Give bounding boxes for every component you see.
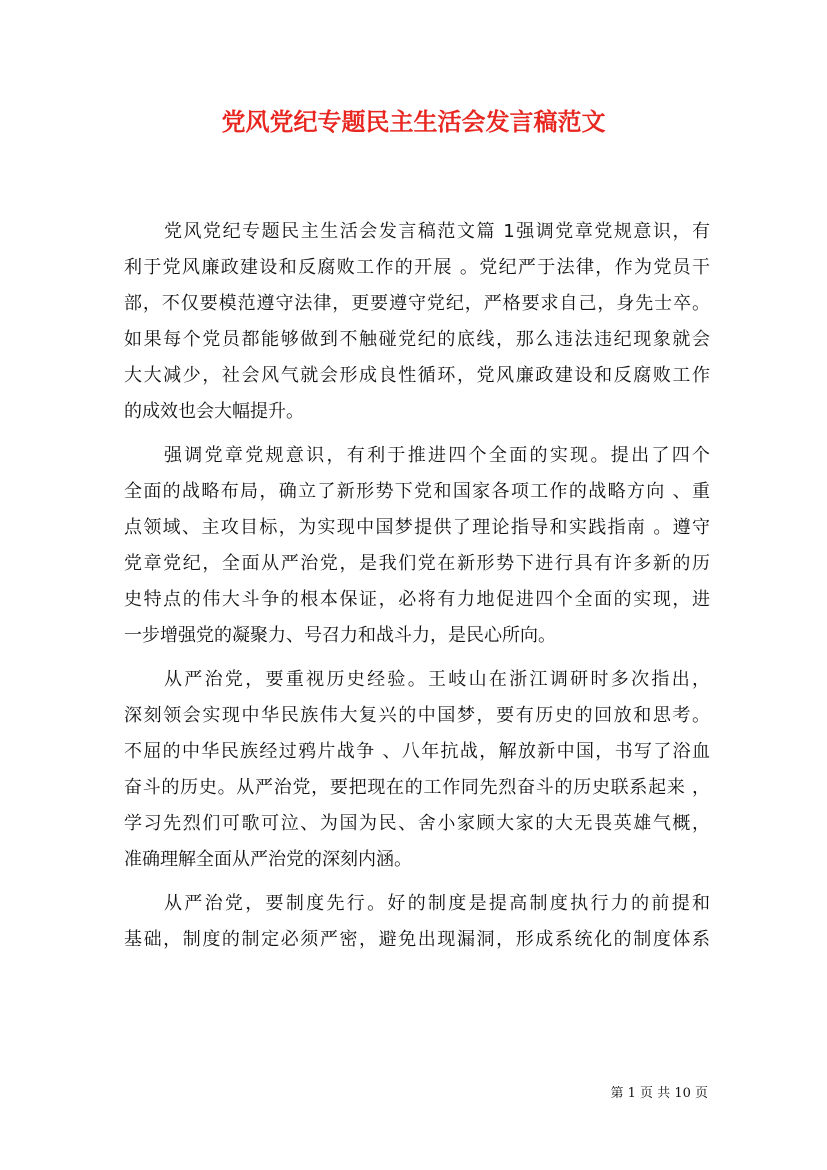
text-line: 史特点的伟大斗争的根本保证，必将有力地促进四个全面的实现，进: [124, 589, 710, 610]
text-line: 部，不仅要模范遵守法律，更要遵守党纪，严格要求自己，身先士卒。: [124, 293, 710, 314]
text-line: 奋斗的历史。从严治党，要把现在的工作同先烈奋斗的历史联系起来 ，: [124, 777, 710, 798]
paragraph: [124, 886, 710, 958]
text-line: 党风党纪专题民主生活会发言稿范文篇 1强调党章党规意识，有: [164, 221, 710, 242]
text-line: 准确理解全面从严治党的深刻内涵。: [124, 849, 412, 870]
paragraph: [124, 662, 710, 878]
text-line: 利于党风廉政建设和反腐败工作的开展 。党纪严于法律，作为党员干: [124, 257, 710, 278]
text-line: 从严治党，要重视历史经验。王岐山在浙江调研时多次指出，: [164, 669, 710, 690]
text-line: 学习先烈们可歌可泣、为国为民、舍小家顾大家的大无畏英雄气概，: [124, 813, 710, 834]
text-line: 大大减少，社会风气就会形成良性循环，党风廉政建设和反腐败工作: [124, 365, 710, 386]
page-number-footer: 第 1 页 共 10 页: [610, 1086, 708, 1101]
text-line: 的成效也会大幅提升。: [124, 401, 304, 422]
text-line: 不屈的中华民族经过鸦片战争 、八年抗战，解放新中国，书写了浴血: [124, 741, 710, 762]
document-title: 党风党纪专题民主生活会发言稿范文: [221, 107, 606, 136]
text-line: 全面的战略布局，确立了新形势下党和国家各项工作的战略方向 、重: [124, 481, 710, 502]
document-body: [124, 214, 710, 966]
text-line: 如果每个党员都能够做到不触碰党纪的底线，那么违法违纪现象就会: [124, 329, 710, 350]
text-line: 党章党纪，全面从严治党，是我们党在新形势下进行具有许多新的历: [124, 553, 710, 574]
text-line: 从严治党，要制度先行。好的制度是提高制度执行力的前提和: [164, 893, 710, 914]
text-line: 点领域、主攻目标，为实现中国梦提供了理论指导和实践指南 。遵守: [124, 517, 710, 538]
text-line: 强调党章党规意识，有利于推进四个全面的实现。提出了四个: [164, 445, 710, 466]
text-line: 深刻领会实现中华民族伟大复兴的中国梦，要有历史的回放和思考。: [124, 705, 710, 726]
paragraph: [124, 438, 710, 654]
paragraph: [124, 214, 710, 430]
text-line: 基础，制度的制定必须严密，避免出现漏洞，形成系统化的制度体系: [124, 929, 710, 950]
text-line: 一步增强党的凝聚力、号召力和战斗力，是民心所向。: [124, 625, 556, 646]
